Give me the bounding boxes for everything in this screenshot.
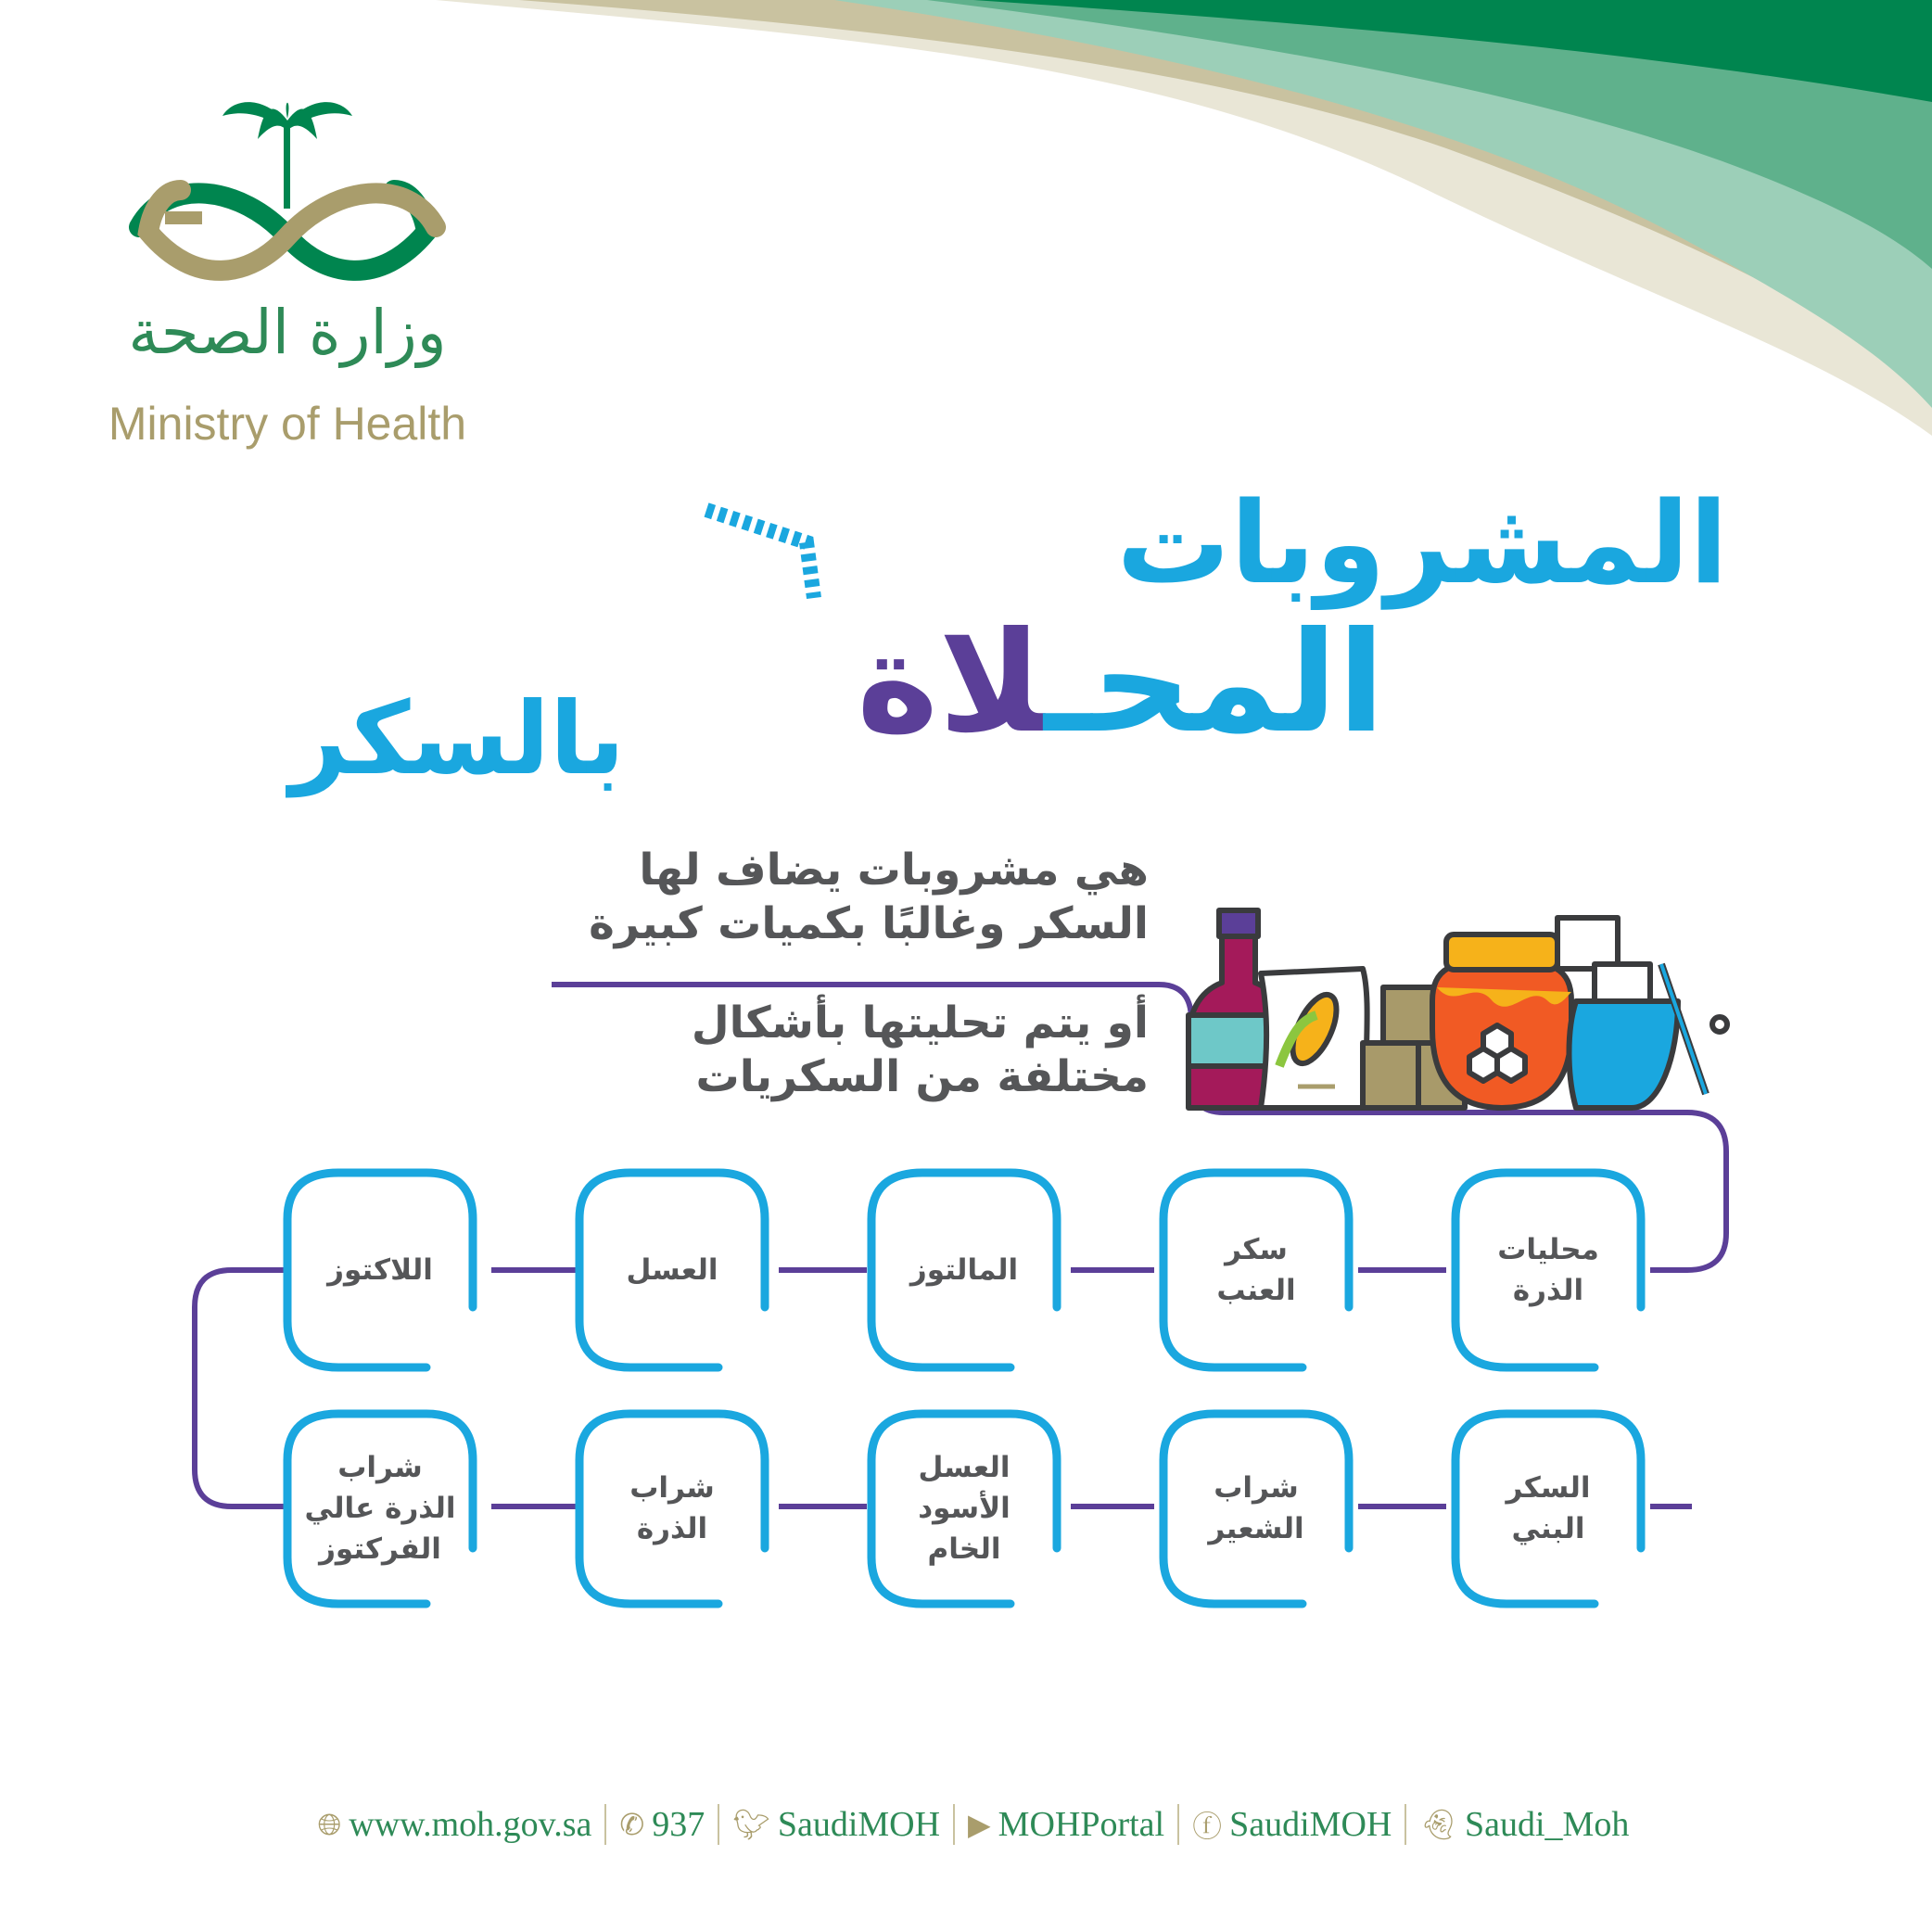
footer-youtube[interactable] bbox=[955, 1804, 1177, 1845]
description-block-1 bbox=[589, 844, 1149, 951]
footer-phone-text: 937 bbox=[652, 1805, 705, 1844]
sugar-box-corn-sweeteners bbox=[1455, 1177, 1641, 1363]
footer-twitter[interactable] bbox=[719, 1804, 953, 1845]
ministry-logo-english: Ministry of Health bbox=[108, 398, 467, 450]
footer-contacts bbox=[278, 1797, 1669, 1852]
twitter-icon: 🐦︎ bbox=[732, 1807, 770, 1842]
sugar-box-raw-molasses bbox=[871, 1416, 1057, 1601]
footer-snapchat-text: Saudi_Moh bbox=[1464, 1805, 1630, 1844]
footer-website[interactable] bbox=[305, 1804, 605, 1845]
footer-phone[interactable] bbox=[606, 1804, 718, 1845]
moh-emblem bbox=[139, 102, 436, 271]
title-line2-highlight: لاة bbox=[856, 603, 1045, 764]
sugar-bowl-icon bbox=[1557, 918, 1727, 1108]
footer-youtube-text: MOHPortal bbox=[998, 1805, 1165, 1844]
sugar-label: شراب الذرة عالي الفركتوز bbox=[304, 1451, 456, 1566]
footer-twitter-text: SaudiMOH bbox=[777, 1805, 941, 1844]
sugar-label: سكر العنب bbox=[1216, 1233, 1296, 1307]
sugar-label: العسل الأسود الخام bbox=[918, 1451, 1010, 1566]
sugar-box-brown-sugar bbox=[1455, 1416, 1641, 1601]
ministry-logo-arabic: وزارة الصحة bbox=[128, 297, 447, 368]
sugar-box-hfcs bbox=[287, 1416, 473, 1601]
facebook-icon: ⓕ bbox=[1192, 1809, 1223, 1844]
sugar-box-lactose bbox=[287, 1177, 473, 1363]
sugar-box-corn-syrup bbox=[579, 1416, 765, 1601]
title-line1: المشروبات bbox=[1116, 477, 1728, 609]
sugar-label: العسل bbox=[626, 1253, 718, 1287]
description-line4: مختلفة من السكريات bbox=[695, 1051, 1149, 1102]
sugar-label: شراب الذرة bbox=[629, 1471, 715, 1545]
straw-icon bbox=[706, 510, 814, 598]
sugar-box-malt-syrup bbox=[1163, 1416, 1349, 1601]
description-block-2 bbox=[692, 997, 1149, 1104]
title-line2 bbox=[857, 603, 1385, 764]
sweeteners-illustration bbox=[1188, 910, 1727, 1108]
youtube-icon: ▶ bbox=[968, 1807, 991, 1842]
sugar-label: محليات الذرة bbox=[1497, 1233, 1599, 1307]
phone-icon: ✆ bbox=[619, 1807, 645, 1842]
description-line2: السكر وغالبًا بكميات كبيرة bbox=[589, 898, 1149, 949]
snapchat-icon: 👻︎ bbox=[1419, 1807, 1457, 1842]
sugar-label: شراب الشعير bbox=[1208, 1471, 1304, 1545]
corn-sack-icon bbox=[1261, 969, 1367, 1108]
footer-website-text: www.moh.gov.sa bbox=[349, 1805, 592, 1844]
footer-facebook-text: SaudiMOH bbox=[1229, 1805, 1392, 1844]
sugar-label: اللاكتوز bbox=[327, 1253, 433, 1287]
footer-facebook[interactable] bbox=[1179, 1803, 1405, 1846]
sugar-label: المالتوز bbox=[909, 1253, 1019, 1287]
title-line2-prefix: المحـ bbox=[1044, 603, 1385, 764]
sugar-box-maltose bbox=[871, 1177, 1057, 1363]
title-line3: بالسكر bbox=[289, 681, 625, 797]
sugar-box-honey bbox=[579, 1177, 765, 1363]
footer-snapchat[interactable] bbox=[1406, 1804, 1642, 1845]
honey-jar-icon bbox=[1432, 934, 1571, 1108]
sugar-box-dextrose bbox=[1163, 1177, 1349, 1363]
description-line1: هي مشروبات يضاف لها bbox=[639, 845, 1149, 896]
sugar-label: السكر البني bbox=[1506, 1471, 1591, 1545]
description-line3: أو يتم تحليتها بأشكال bbox=[691, 998, 1149, 1049]
globe-icon: 🌐︎ bbox=[317, 1806, 342, 1842]
